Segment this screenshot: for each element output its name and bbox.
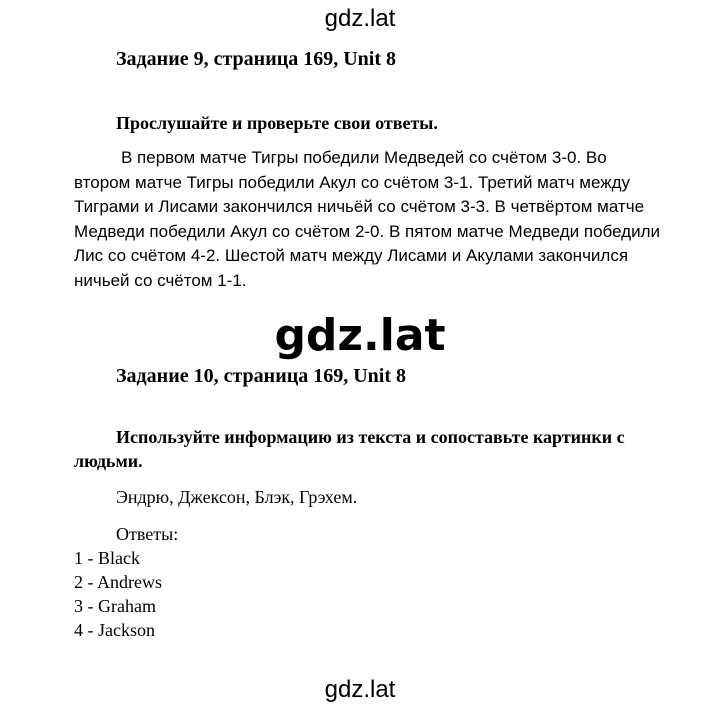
task9-title: Задание 9, страница 169, Unit 8 bbox=[116, 48, 397, 70]
task10-names: Эндрю, Джексон, Блэк, Грэхем. bbox=[116, 487, 358, 507]
answer-item: 2 - Andrews bbox=[74, 572, 162, 592]
task9-instruction: Прослушайте и проверьте свои ответы. bbox=[116, 113, 438, 133]
answer-item: 1 - Black bbox=[74, 548, 140, 568]
watermark-bottom: gdz.lat bbox=[324, 676, 396, 703]
task9-answer-text: В первом матче Тигры победили Медведей со счётом 3-0. Во втором матче Тигры победили Акул со счётом 3-1. Третий матч между Тиграми и Лисами закончился ничьёй со счётом 3-3. В четвёртом матче Медведи победили Акул со счётом 2-0. В пятом матче Медведи победили Лис со счётом 4-2. Шестой матч между Лисами и Акулами закончился ничьей со счётом 1-1. bbox=[74, 148, 661, 290]
answer-item: 3 - Graham bbox=[74, 596, 156, 616]
watermark-middle: gdz.lat bbox=[274, 310, 446, 361]
answers-label: Ответы: bbox=[116, 524, 179, 544]
task10-instruction: Используйте информацию из текста и сопоставьте картинки с людьми. bbox=[74, 427, 625, 471]
task10-title: Задание 10, страница 169, Unit 8 bbox=[116, 365, 407, 387]
watermark-top: gdz.lat bbox=[324, 5, 396, 32]
answer-item: 4 - Jackson bbox=[74, 620, 155, 640]
